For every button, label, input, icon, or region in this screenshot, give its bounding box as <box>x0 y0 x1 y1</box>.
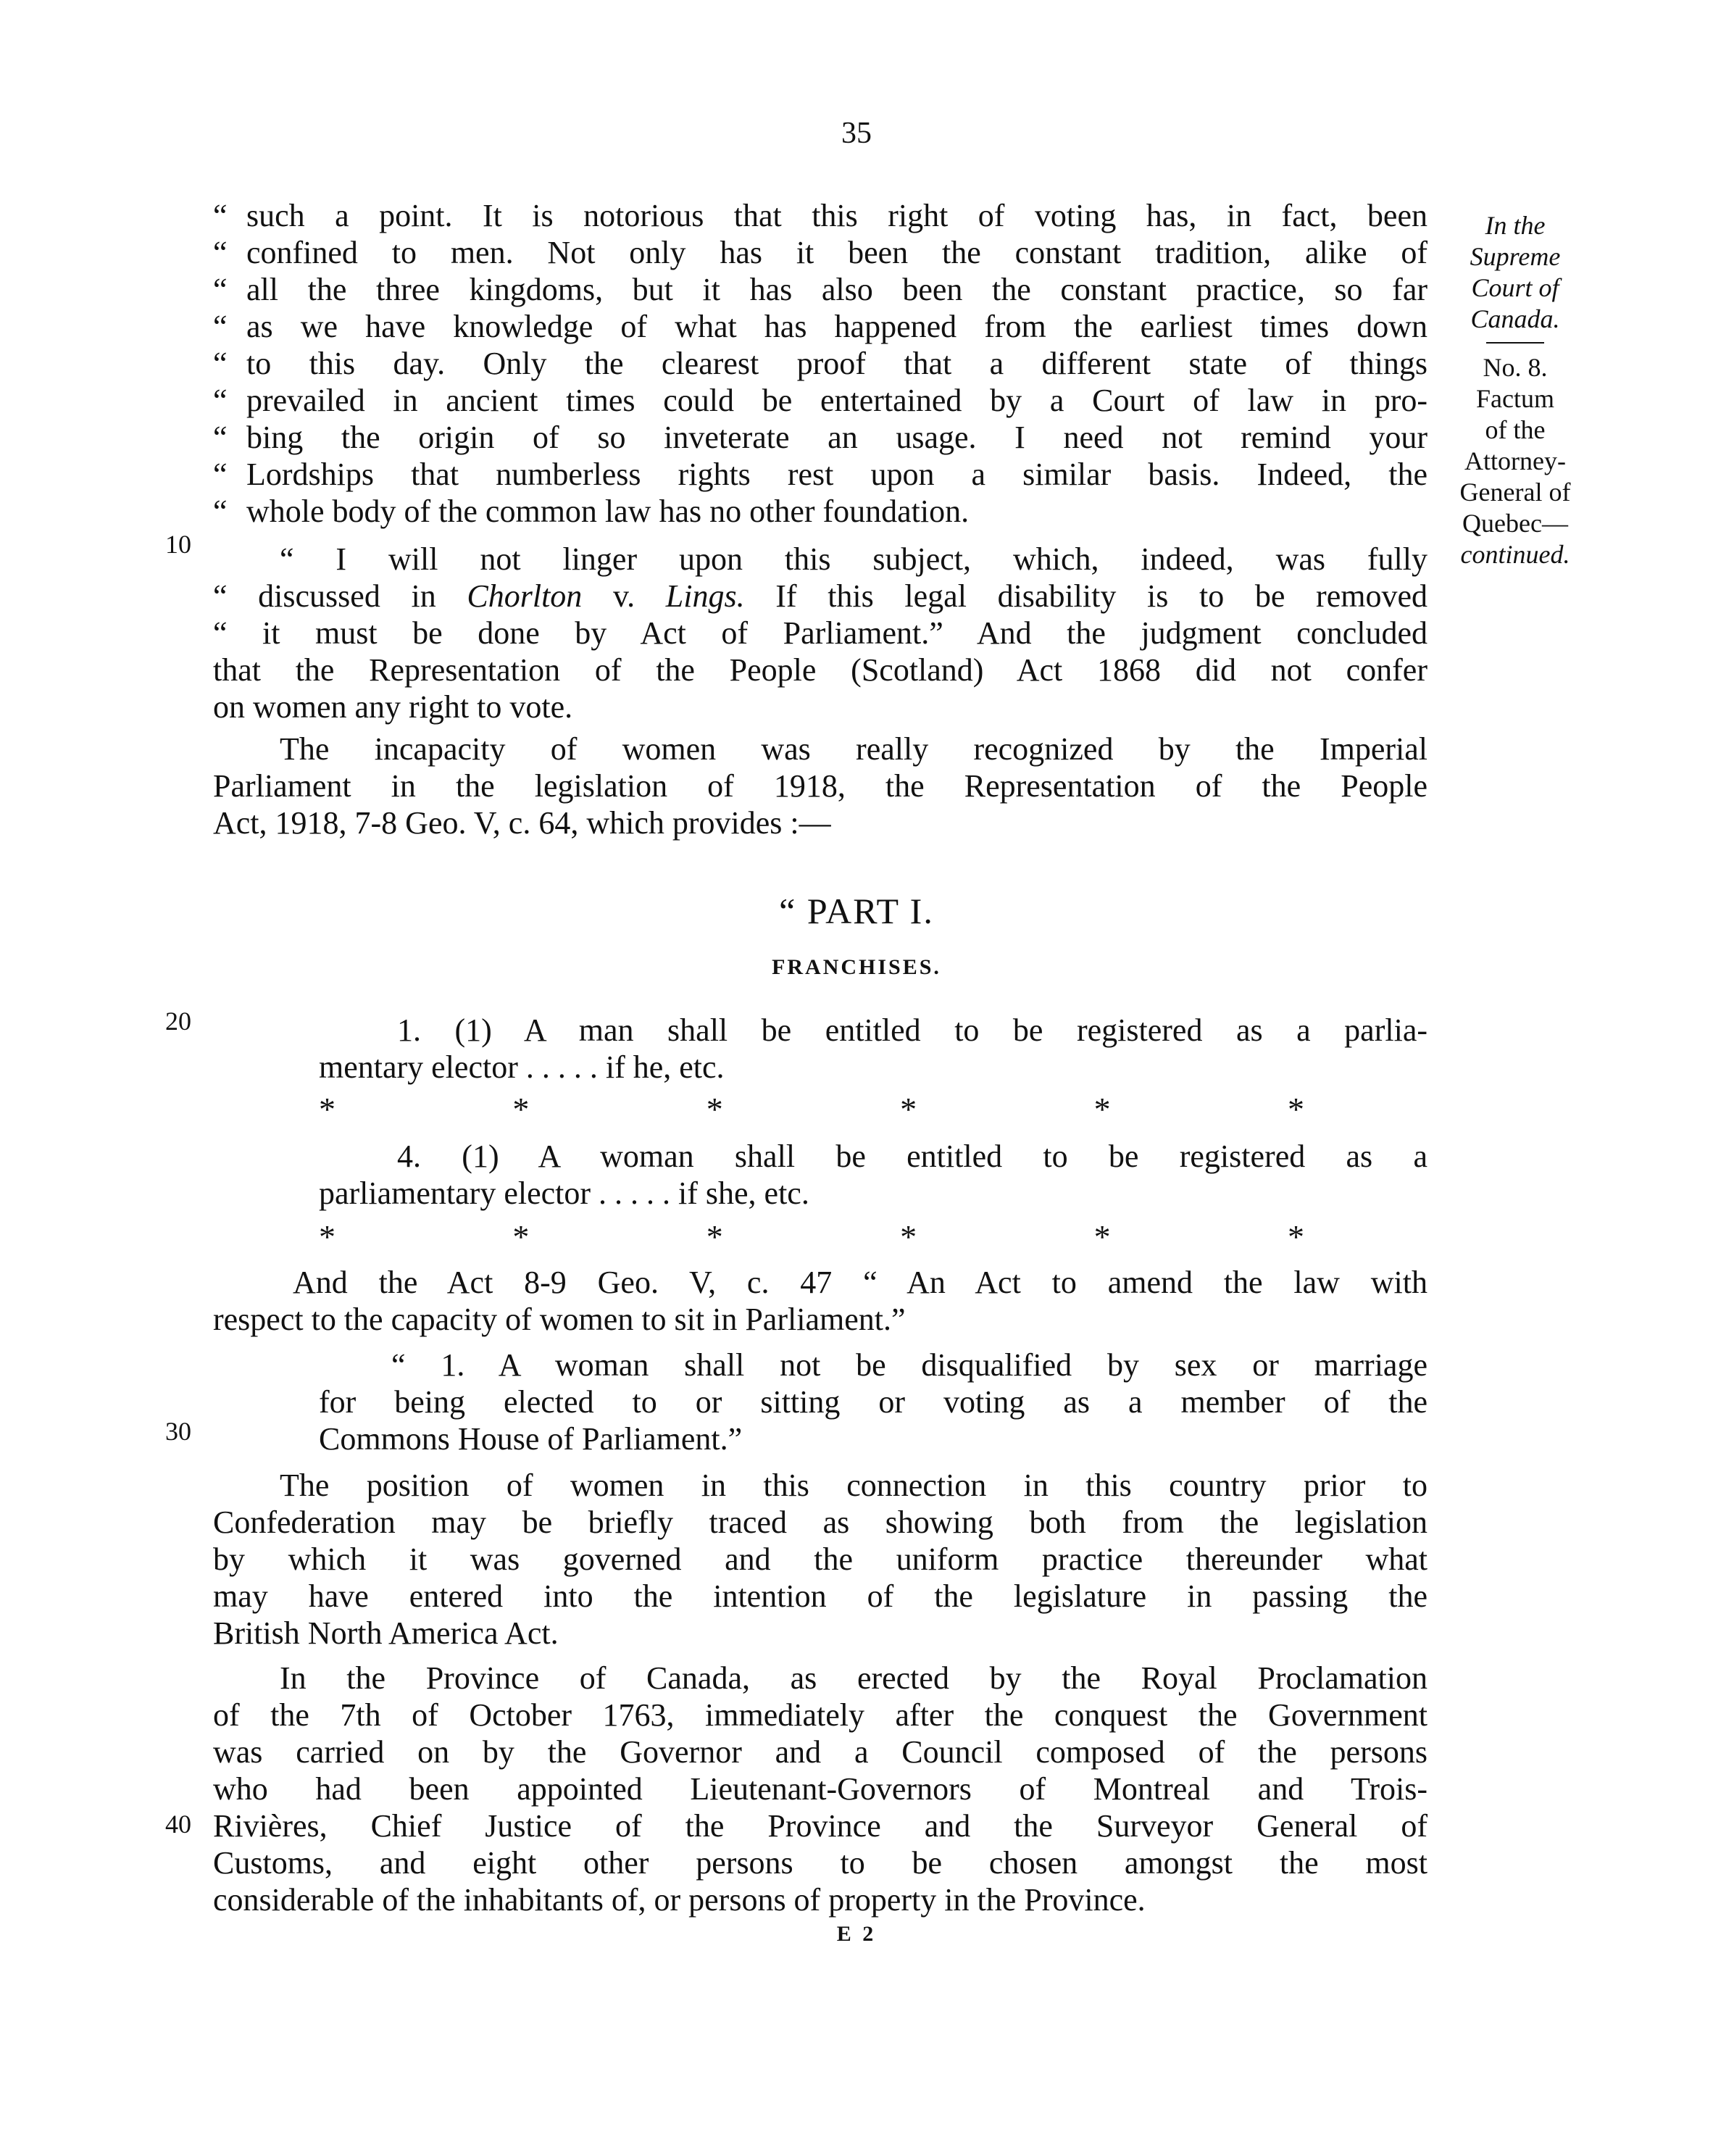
paragraph-line: Customs, and eight other persons to be chosen amongst the most <box>213 1845 1428 1881</box>
margin-note-court-4: Canada. <box>1470 304 1560 333</box>
paragraph-line: Act, 1918, 7-8 Geo. V, c. 64, which provides :— <box>213 805 831 841</box>
section-line: mentary elector . . . . . if he, etc. <box>319 1049 725 1085</box>
part-title: “ PART I. <box>779 891 934 931</box>
paragraph-line: “ I will not linger upon this subject, which, indeed, was fully <box>280 541 1428 577</box>
quote-line: for being elected to or sitting or voting as a member of the <box>319 1384 1428 1420</box>
margin-note-doc-7: continued. <box>1460 540 1570 569</box>
paragraph-line: of the 7th of October 1763, immediately after the conquest the Government <box>213 1697 1428 1733</box>
quote-section-1 <box>319 1347 1428 1457</box>
paragraph-line: The position of women in this connection in this country prior to <box>280 1468 1428 1503</box>
paragraph-position-of-women <box>213 1467 1428 1652</box>
margin-note-doc-2: Factum <box>1476 384 1554 413</box>
quote-line: “ 1. A woman shall not be disqualified by sex or marriage <box>391 1347 1428 1383</box>
quote-line: “ all the three kingdoms, but it has also been the constant practice, so far <box>213 272 1428 307</box>
paragraph-line: The incapacity of women was really recognized by the Imperial <box>280 731 1428 767</box>
quote-line: “ whole body of the common law has no other foundation. <box>213 494 970 529</box>
margin-note-doc-3: of the <box>1485 415 1546 444</box>
line-number-30: 30 <box>165 1417 191 1446</box>
section-line: 4. (1) A woman shall be entitled to be registered as a <box>397 1139 1428 1174</box>
paragraph-line: may have entered into the intention of the legislature in passing the <box>213 1578 1428 1614</box>
quote-line: “ bing the origin of so inveterate an usage. I need not remind your <box>213 420 1428 455</box>
quote-line: “ Lordships that numberless rights rest upon a similar basis. Indeed, the <box>213 457 1428 492</box>
paragraph-line: “ it must be done by Act of Parliament.” And the judgment concluded <box>213 615 1428 651</box>
section-line: 1. (1) A man shall be entitled to be registered as a parlia- <box>397 1012 1428 1048</box>
paragraph-line: British North America Act. <box>213 1615 559 1651</box>
section-line: parliamentary elector . . . . . if she, etc. <box>319 1175 809 1211</box>
paragraph-province-of-canada <box>213 1660 1428 1918</box>
margin-note-court-1: In the <box>1485 211 1546 240</box>
quote-block <box>213 197 1428 530</box>
case-name: Chorlton <box>467 578 583 614</box>
margin-note-doc-5: General of <box>1459 478 1571 507</box>
quote-line: “ such a point. It is notorious that this right of voting has, in fact, been <box>213 198 1428 233</box>
margin-note-doc-1: No. 8. <box>1483 353 1548 382</box>
page-number: 35 <box>841 117 872 150</box>
printer-signature: E 2 <box>836 1922 877 1946</box>
margin-note-court-3: Court of <box>1471 273 1559 302</box>
paragraph-line: Rivières, Chief Justice of the Province and the Surveyor General of <box>213 1808 1428 1844</box>
ellipsis-stars: * * * * * * <box>319 1091 1304 1128</box>
quote-line: “ confined to men. Not only has it been the constant tradition, alike of <box>213 235 1428 270</box>
case-name: Lings. <box>665 578 745 614</box>
paragraph-line: on women any right to vote. <box>213 689 573 725</box>
quote-line: “ as we have knowledge of what has happened from the earliest times down <box>213 309 1428 344</box>
paragraph-chorlton <box>213 541 1428 725</box>
margin-note-doc-6: Quebec— <box>1462 509 1568 538</box>
margin-note <box>1439 210 1591 570</box>
paragraph-act-8-9 <box>213 1264 1428 1338</box>
quote-line: “ prevailed in ancient times could be entertained by a Court of law in pro- <box>213 383 1428 418</box>
section-subtitle: FRANCHISES. <box>772 955 941 979</box>
line-number-10: 10 <box>165 530 191 559</box>
quote-line: Commons House of Parliament.” <box>319 1421 743 1457</box>
paragraph-line: Confederation may be briefly traced as showing both from the legislation <box>213 1504 1428 1540</box>
margin-note-doc-4: Attorney- <box>1464 446 1566 475</box>
line-number-40: 40 <box>165 1810 191 1839</box>
paragraph-line: by which it was governed and the uniform practice thereunder what <box>213 1541 1428 1577</box>
paragraph-line: In the Province of Canada, as erected by the Royal Proclamation <box>280 1660 1428 1696</box>
paragraph-line: Parliament in the legislation of 1918, the Representation of the People <box>213 768 1428 804</box>
quote-line: “ to this day. Only the clearest proof that a different state of things <box>213 346 1428 381</box>
paragraph-incapacity <box>213 731 1428 841</box>
paragraph-line: respect to the capacity of women to sit in Parliament.” <box>213 1302 906 1337</box>
margin-note-divider <box>1486 342 1544 344</box>
paragraph-line: And the Act 8-9 Geo. V, c. 47 “ An Act to amend the law with <box>293 1265 1428 1300</box>
paragraph-line: “ discussed in Chorlton v. Lings. If this legal disability is to be removed <box>213 578 1428 614</box>
section-1 <box>319 1012 1428 1086</box>
paragraph-line: who had been appointed Lieutenant-Governors of Montreal and Trois- <box>213 1771 1428 1807</box>
margin-note-court-2: Supreme <box>1470 242 1561 271</box>
paragraph-line: considerable of the inhabitants of, or persons of property in the Province. <box>213 1882 1146 1918</box>
paragraph-line: was carried on by the Governor and a Council composed of the persons <box>213 1734 1428 1770</box>
section-4 <box>319 1138 1428 1212</box>
ellipsis-stars: * * * * * * <box>319 1218 1304 1255</box>
line-number-20: 20 <box>165 1007 191 1036</box>
paragraph-line: that the Representation of the People (Scotland) Act 1868 did not confer <box>213 652 1428 688</box>
